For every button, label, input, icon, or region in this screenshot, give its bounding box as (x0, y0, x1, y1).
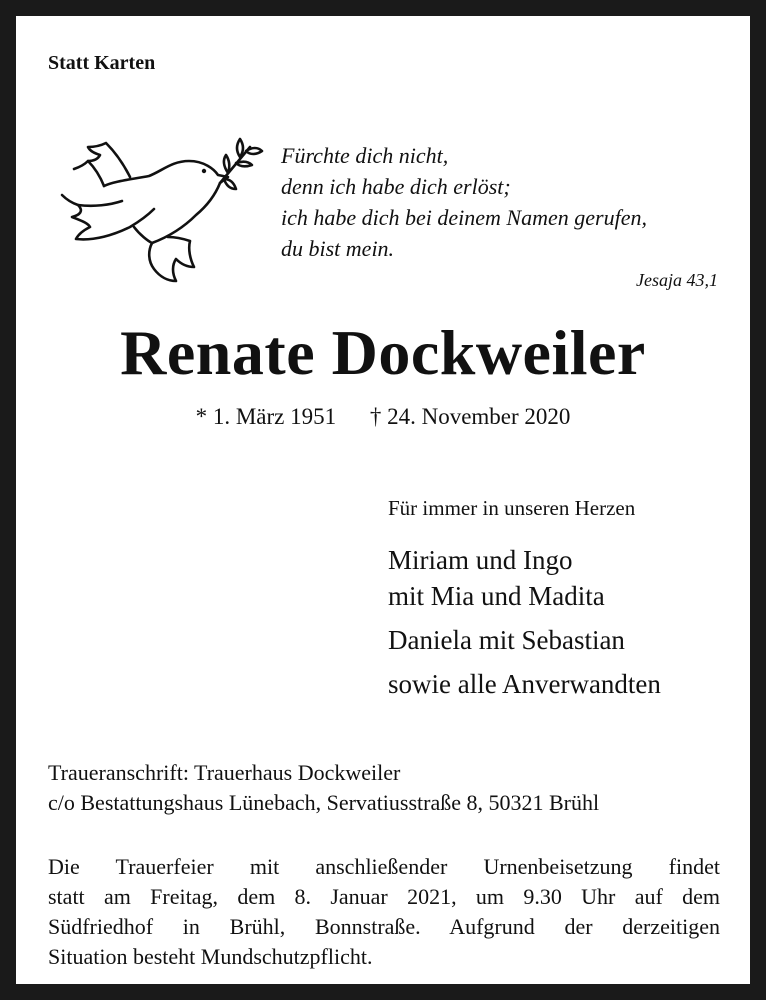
statt-karten-label: Statt Karten (48, 52, 156, 74)
deceased-name: Renate Dockweiler (120, 317, 646, 388)
verse-line: denn ich habe dich erlöst; (281, 174, 511, 199)
dove-with-olive-branch-icon (44, 131, 264, 291)
mourning-address (48, 758, 599, 818)
life-dates (16, 404, 750, 430)
verse-line: du bist mein. (281, 236, 395, 261)
funeral-notice (48, 852, 720, 972)
mourners-intro: Für immer in unseren Herzen (388, 496, 636, 520)
mourner-line: Miriam und Ingo (388, 545, 573, 575)
verse-reference: Jesaja 43,1 (636, 270, 718, 290)
verse-line: ich habe dich bei deinem Namen gerufen, (281, 205, 647, 230)
bible-verse (281, 140, 731, 264)
death-date: † 24. November 2020 (369, 404, 571, 429)
verse-line: Fürchte dich nicht, (281, 143, 449, 168)
notice-line: Situation besteht Mundschutzpflicht. (48, 944, 373, 969)
mourners-list (388, 542, 661, 702)
notice-line: Die Trauerfeier mit anschließender Urnenbeisetzung findet (48, 854, 720, 879)
address-line: c/o Bestattungshaus Lünebach, Servatiusstraße 8, 50321 Brühl (48, 790, 600, 815)
notice-line: Südfriedhof in Brühl, Bonnstraße. Aufgrund der derzeitigen (48, 914, 720, 939)
mourner-line: Daniela mit Sebastian (388, 625, 625, 655)
mourner-line: sowie alle Anverwandten (388, 669, 661, 699)
address-line: Traueranschrift: Trauerhaus Dockweiler (48, 760, 401, 785)
obituary-notice (14, 14, 752, 986)
mourner-line: mit Mia und Madita (388, 581, 605, 611)
notice-line: statt am Freitag, dem 8. Januar 2021, um 9.30 Uhr auf dem (48, 884, 720, 909)
birth-date: * 1. März 1951 (195, 404, 337, 429)
